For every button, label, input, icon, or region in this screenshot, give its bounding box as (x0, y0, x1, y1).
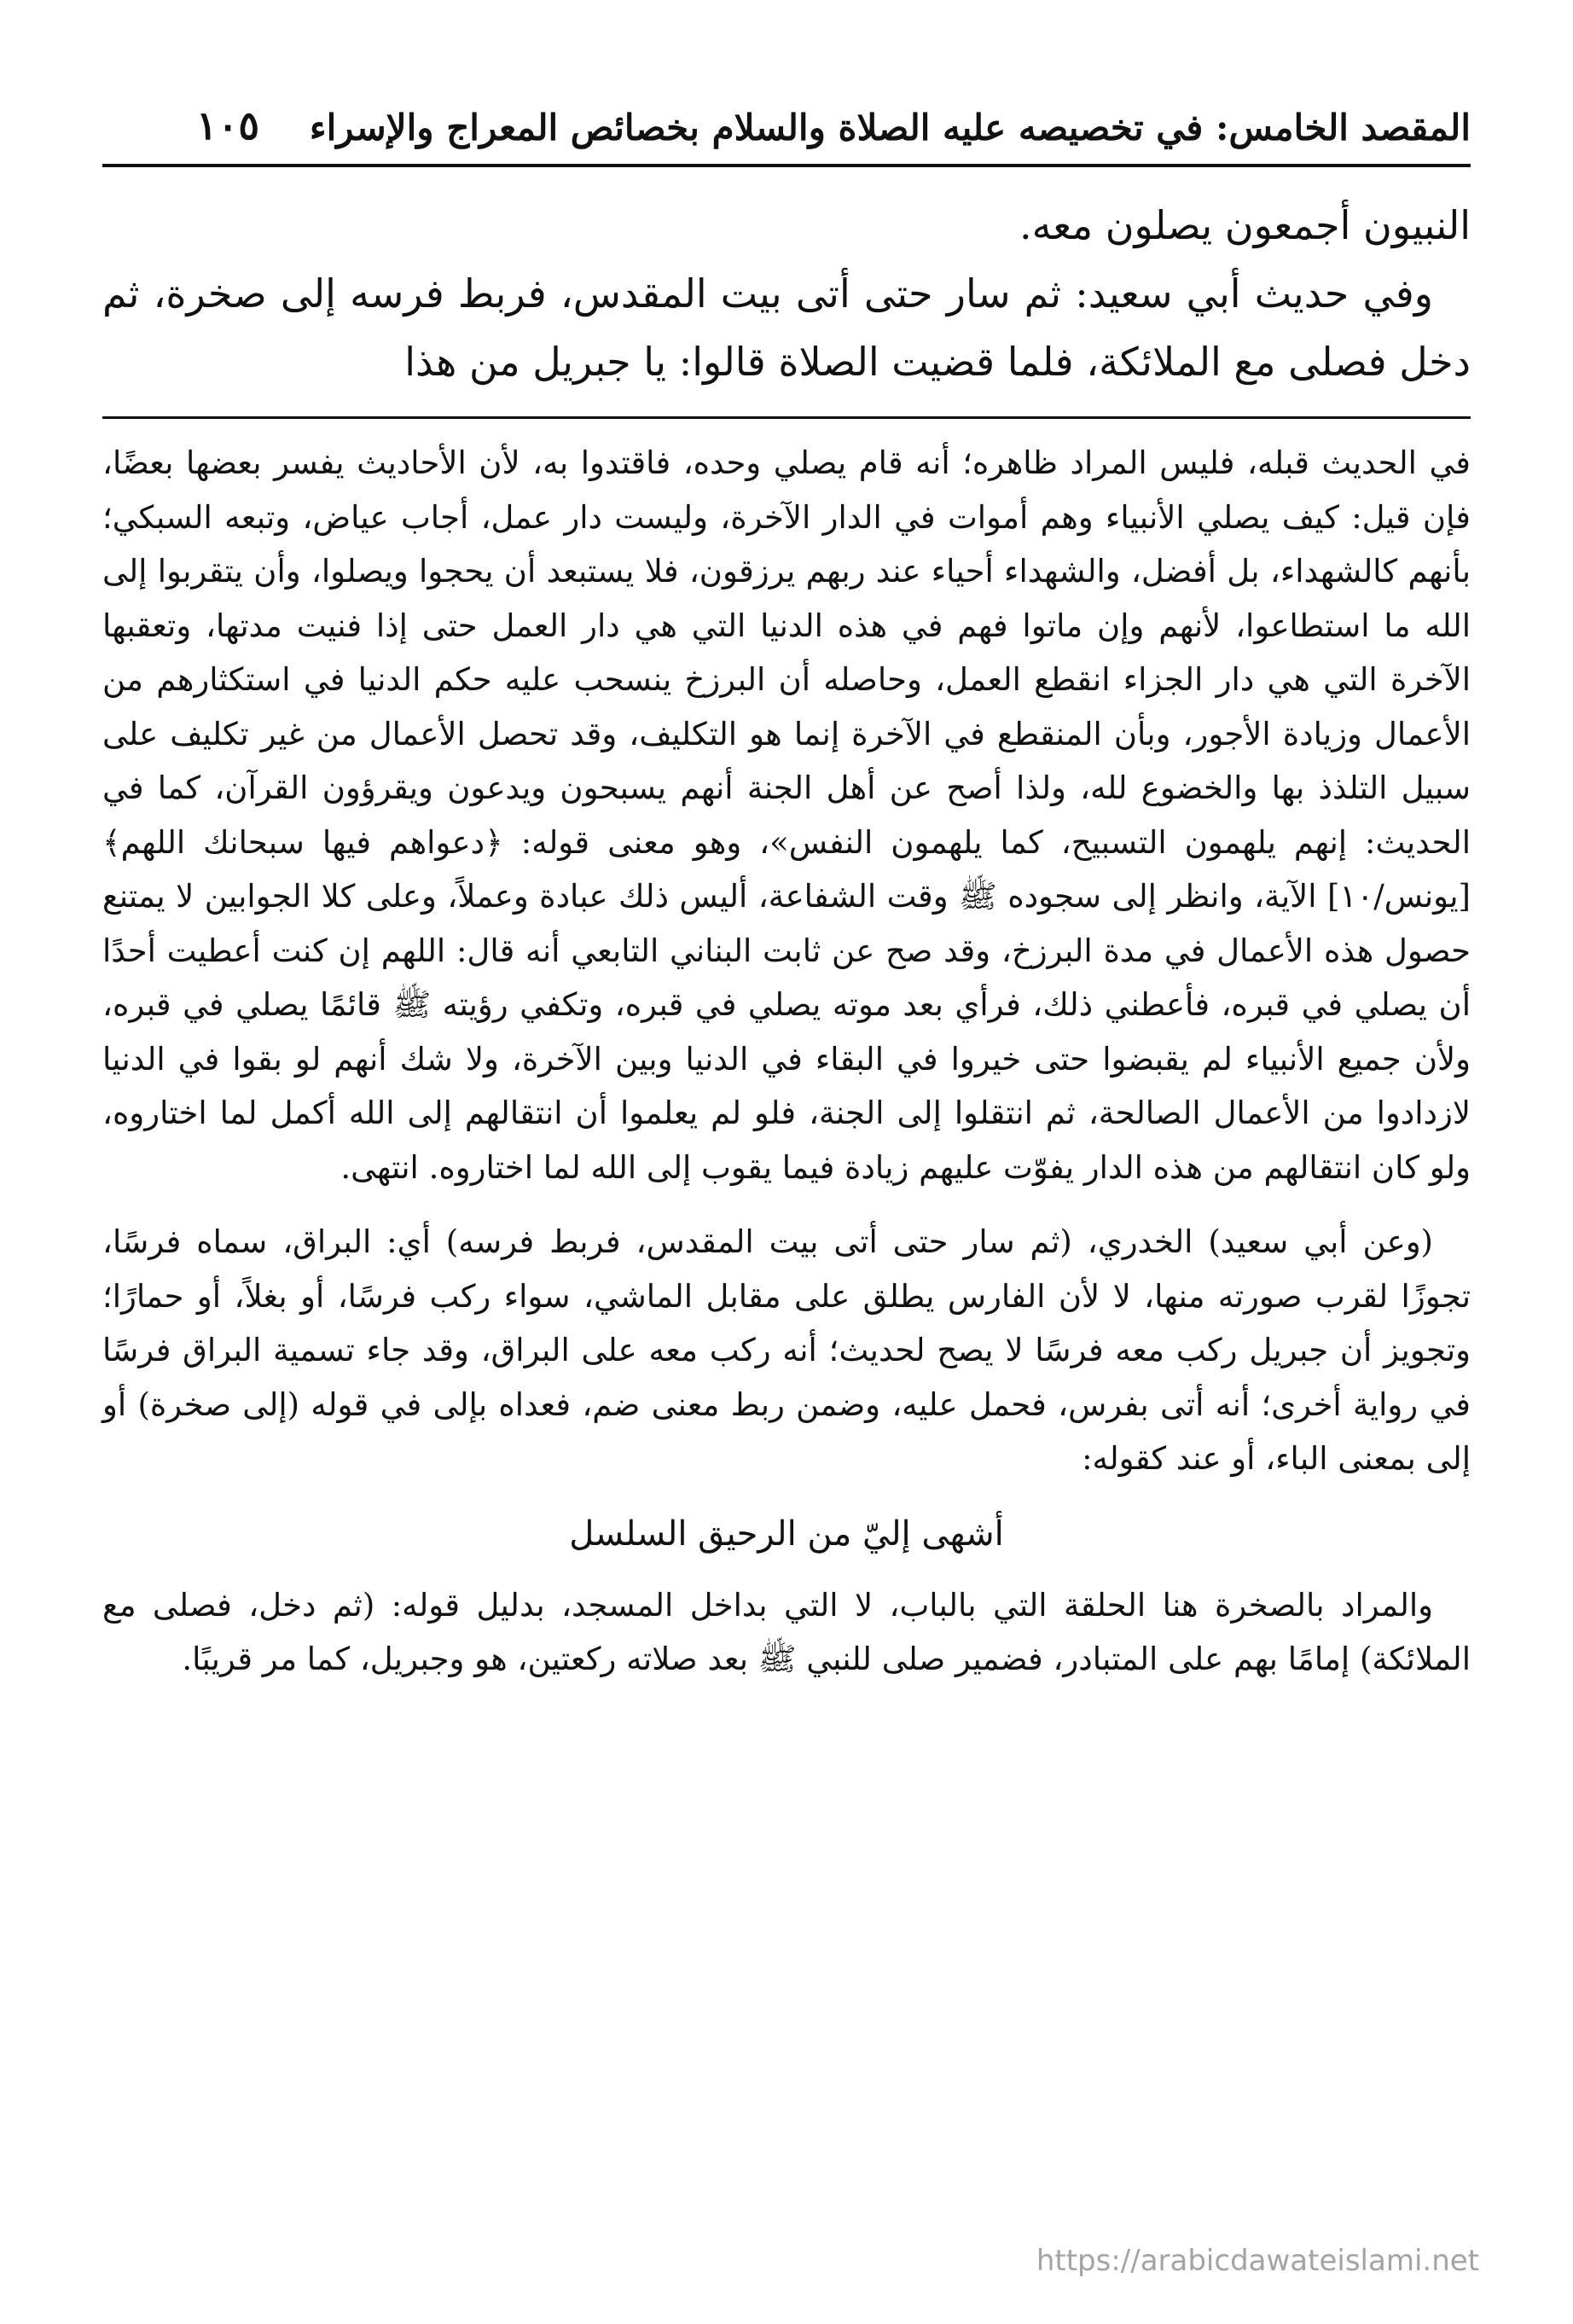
book-page (102, 85, 1471, 1687)
commentary-paragraph: في الحديث قبله، فليس المراد ظاهره؛ أنه قام يصلي وحده، فاقتدوا به، لأن الأحاديث يفسر بعضها بعضًا، فإن قيل: كيف يصلي الأنبياء وهم أموات في الدار الآخرة، وليست دار عمل، أجاب عياض، وتبعه السبكي؛ بأنهم كالشهداء، بل أفضل، والشهداء أحياء عند ربهم يرزقون، فلا يستبعد أن يحجوا ويصلوا، وأن يتقربوا إلى الله ما استطاعوا، لأنهم وإن ماتوا فهم في هذه الدنيا التي هي دار العمل حتى إذا فنيت مدتها، وتعقبها الآخرة التي هي دار الجزاء انقطع العمل، وحاصله أن البرزخ ينسحب عليه حكم الدنيا في استكثارهم من الأعمال وزيادة الأجور، وبأن المنقطع في الآخرة إنما هو التكليف، وقد تحصل الأعمال من غير تكليف على سبيل التلذذ بها والخضوع لله، ولذا أصح عن أهل الجنة أنهم يسبحون ويدعون ويقرؤون القرآن، كما في الحديث: إنهم يلهمون التسبيح، كما يلهمون النفس»، وهو معنى قوله: ﴿دعواهم فيها سبحانك اللهم﴾ [يونس/١٠] الآية، وانظر إلى سجوده ﷺ وقت الشفاعة، أليس ذلك عبادة وعملاً، وعلى كلا الجوابين لا يمتنع حصول هذه الأعمال في مدة البرزخ، وقد صح عن ثابت البناني التابعي أنه قال: اللهم إن كنت أعطيت أحدًا أن يصلي في قبره، فأعطني ذلك، فرأي بعد موته يصلي في قبره، وتكفي رؤيته ﷺ قائمًا يصلي في قبره، ولأن جميع الأنبياء لم يقبضوا حتى خيروا في البقاء في الدنيا وبين الآخرة، ولا شك أنهم لو بقوا في الدنيا لازدادوا من الأعمال الصالحة، ثم انتقلوا إلى الجنة، فلو لم يعلموا أن انتقالهم إلى الله أكمل لما اختاروه، ولو كان انتقالهم من هذه الدار يفوّت عليهم زيادة فيما يقوب إلى الله لما اختاروه. انتهى. (102, 444, 1471, 1186)
main-paragraph: وفي حديث أبي سعيد: ثم سار حتى أتى بيت المقدس، فربط فرسه إلى صخرة، ثم دخل فصلى مع الملائكة، فلما قضيت الصلاة قالوا: يا جبريل من هذا (102, 270, 1471, 385)
running-title: المقصد الخامس: في تخصيصه عليه الصلاة والسلام بخصائص المعراج والإسراء (309, 107, 1471, 148)
watermark-url: https://arabicdawateislami.net (1036, 2244, 1479, 2278)
main-paragraph: النبيون أجمعون يصلون معه. (1019, 202, 1471, 248)
main-text (102, 191, 1471, 396)
page-number: ١٠٥ (196, 102, 260, 148)
header-rule (102, 164, 1471, 167)
poetry-verse: أشهى إليّ من الرحيق السلسل (569, 1514, 1004, 1554)
commentary-separator (102, 416, 1471, 419)
page-header (102, 85, 1471, 148)
commentary-paragraph: والمراد بالصخرة هنا الحلقة التي بالباب، لا التي بداخل المسجد، بدليل قوله: (ثم دخل، فصلى مع الملائكة) إمامًا بهم على المتبادر، فضمير صلى للنبي ﷺ بعد صلاته ركعتين، هو وجبريل، كما مر قريبًا. (102, 1586, 1471, 1677)
commentary-paragraph: (وعن أبي سعيد) الخدري، (ثم سار حتى أتى بيت المقدس، فربط فرسه) أي: البراق، سماه فرسًا، تجوزًا لقرب صورته منها، لا لأن الفارس يطلق على مقابل الماشي، سواء ركب فرسًا، أو بغلاً، أو حمارًا؛ وتجويز أن جبريل ركب معه فرسًا لا يصح لحديث؛ أنه ركب معه على البراق، وقد جاء تسمية البراق فرسًا في رواية أخرى؛ أنه أتى بفرس، فحمل عليه، وضمن ربط معنى ضم، فعداه بإلى في قوله (إلى صخرة) أو إلى بمعنى الباء، أو عند كقوله: (102, 1223, 1471, 1477)
commentary (102, 436, 1471, 1687)
